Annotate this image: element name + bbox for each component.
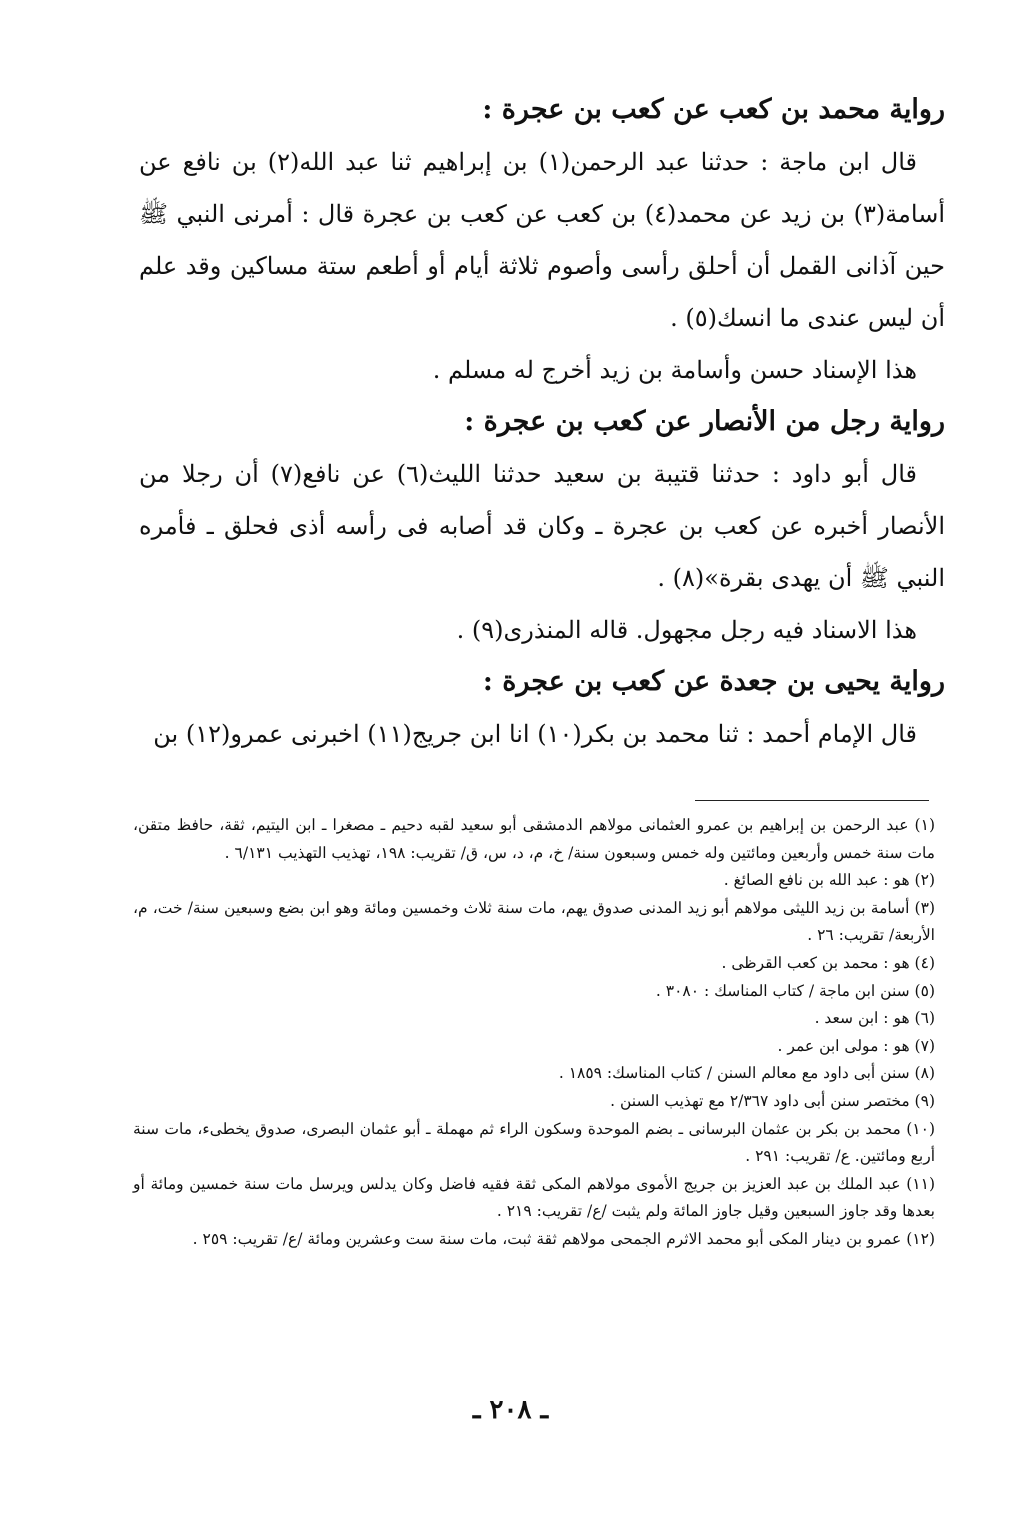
footnote: (١) عبد الرحمن بن إبراهيم بن عمرو العثمانى مولاهم الدمشقى أبو سعيد لقبه دحيم ـ مصغرا ـ ابن اليتيم، ثقة، حافظ متقن، مات سنة خمس وأربعين ومائتين وله خمس وسبعون سنة/ خ، م، د، س، ق/ تقريب: ١٩٨، تهذيب التهذيب ٦/١٣١ . — [133, 816, 935, 862]
section-heading: رواية يحيى بن جعدة عن كعب بن عجرة : — [482, 666, 945, 697]
section-heading: رواية محمد بن كعب عن كعب بن عجرة : — [482, 94, 945, 125]
main-text — [139, 84, 945, 760]
footnote: (٣) أسامة بن زيد الليثى مولاهم أبو زيد المدنى صدوق يهم، مات سنة ثلاث وخمسين ومائة وهو ابن بضع وسبعين سنة/ خت، م، الأربعة/ تقريب: ٢٦ . — [133, 898, 935, 945]
footnote: (٥) سنن ابن ماجة / كتاب المناسك : ٣٠٨٠ . — [655, 981, 935, 1000]
footnotes — [133, 812, 935, 1254]
hadith-paragraph: قال أبو داود : حدثنا قتيبة بن سعيد حدثنا الليث(٦) عن نافع(٧) أن رجلا من الأنصار أخبره عن كعب بن عجرة ـ وكان قد أصابه فى رأسه أذى فحلق ـ فأمره النبي ﷺ أن يهدى بقرة»(٨) . — [139, 460, 945, 592]
footnote: (٧) هو : مولى ابن عمر . — [777, 1036, 935, 1055]
footnote: (١٢) عمرو بن دينار المكى أبو محمد الاثرم الجمحى مولاهم ثقة ثبت، مات سنة ست وعشرين ومائة /ع/ تقريب: ٢٥٩ . — [192, 1229, 935, 1248]
section-heading: رواية رجل من الأنصار عن كعب بن عجرة : — [464, 406, 945, 437]
page-number: ـ ٢٠٨ ـ — [472, 1395, 549, 1425]
hadith-paragraph: قال ابن ماجة : حدثنا عبد الرحمن(١) بن إبراهيم ثنا عبد الله(٢) بن نافع عن أسامة(٣) بن زيد عن محمد(٤) بن كعب عن كعب بن عجرة قال : أمرنى النبي ﷺ حين آذانى القمل أن أحلق رأسى وأصوم ثلاثة أيام أو أطعم ستة مساكين وقد علم أن ليس عندى ما انسك(٥) . — [139, 148, 946, 332]
footnote-divider — [695, 800, 929, 801]
hadith-paragraph: قال الإمام أحمد : ثنا محمد بن بكر(١٠) انا ابن جريج(١١) اخبرنى عمرو(١٢) بن — [153, 720, 917, 748]
footnote: (١١) عبد الملك بن عبد العزيز بن جريج الأموى مولاهم المكى ثقة فقيه فاضل وكان يدلس ويرسل مات سنة خمسين ومائة أو بعدها وقد جاوز السبعين وقيل جاوز المائة ولم يثبت /ع/ تقريب: ٢١٩ . — [133, 1174, 935, 1221]
footnote: (٤) هو : محمد بن كعب القرظى . — [721, 953, 935, 972]
footnote: (٢) هو : عبد الله بن نافع الصائغ . — [723, 871, 935, 890]
isnad-note: هذا الإسناد حسن وأسامة بن زيد أخرج له مسلم . — [432, 356, 917, 384]
footnote: (١٠) محمد بن بكر بن عثمان البرسانى ـ بضم الموحدة وسكون الراء ثم مهملة ـ أبو عثمان البصرى، صدوق يخطىء، مات سنة أربع ومائتين. ع/ تقريب: ٢٩١ . — [133, 1119, 935, 1166]
footnote: (٩) مختصر سنن أبى داود ٢/٣٦٧ مع تهذيب السنن . — [610, 1091, 935, 1110]
footnote: (٦) هو : ابن سعد . — [814, 1009, 935, 1028]
footnote: (٨) سنن أبى داود مع معالم السنن / كتاب المناسك: ١٨٥٩ . — [558, 1064, 935, 1083]
isnad-note: هذا الاسناد فيه رجل مجهول. قاله المنذرى(٩) . — [456, 616, 917, 644]
